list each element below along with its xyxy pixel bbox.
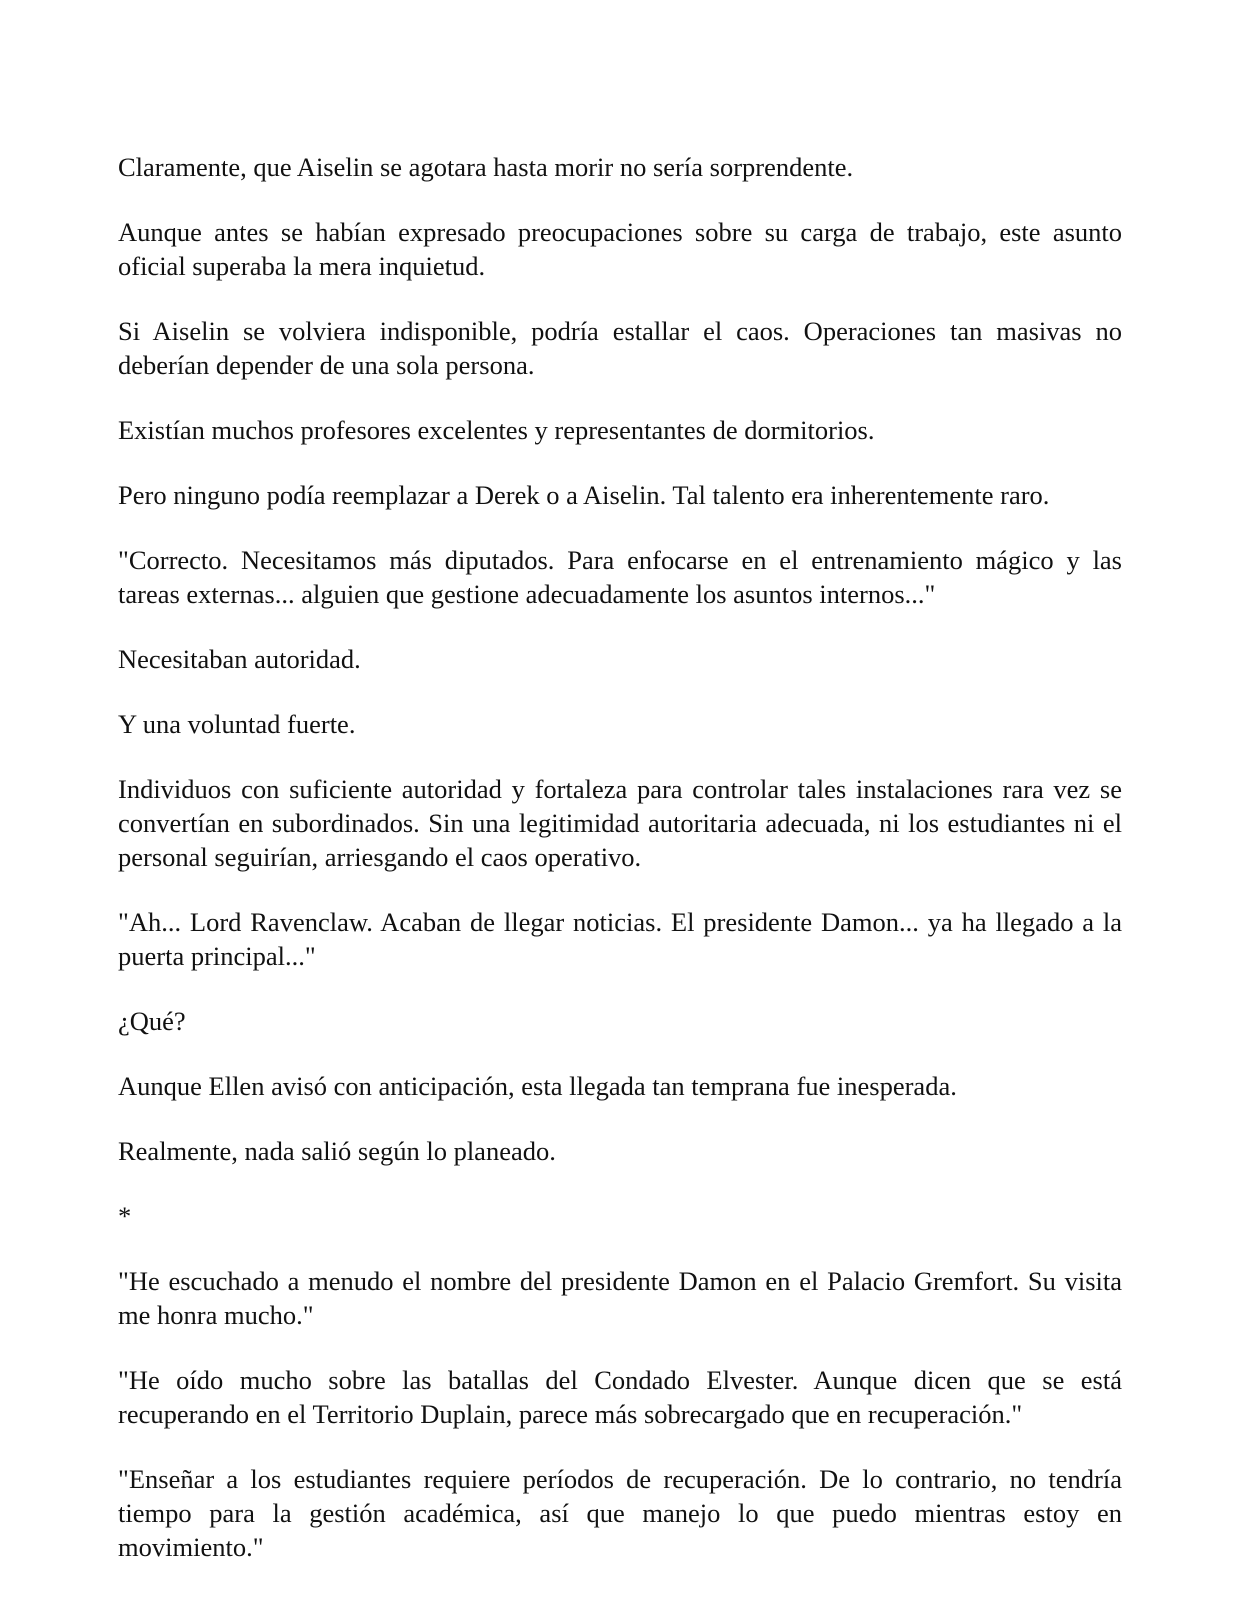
paragraph: Necesitaban autoridad. — [118, 644, 361, 674]
paragraph: Claramente, que Aiselin se agotara hasta morir no sería sorprendente. — [118, 152, 854, 182]
paragraph: "He oído mucho sobre las batallas del Condado Elvester. Aunque dicen que se está recuperando en el Territorio Duplain, parece más sobrecargado que en recuperación." — [118, 1365, 1122, 1429]
paragraph: "Enseñar a los estudiantes requiere períodos de recuperación. De lo contrario, no tendría tiempo para la gestión académica, así que manejo lo que puedo mientras estoy en movimiento." — [118, 1464, 1122, 1562]
paragraph: Si Aiselin se volviera indisponible, podría estallar el caos. Operaciones tan masivas no deberían depender de una sola persona. — [118, 316, 1122, 380]
scene-break: * — [118, 1201, 132, 1231]
document-body — [118, 150, 1122, 1595]
paragraph: Y una voluntad fuerte. — [118, 709, 356, 739]
paragraph: "Correcto. Necesitamos más diputados. Para enfocarse en el entrenamiento mágico y las tareas externas... alguien que gestione adecuadamente los asuntos internos..." — [118, 545, 1122, 609]
paragraph: "Ah... Lord Ravenclaw. Acaban de llegar noticias. El presidente Damon... ya ha llegado a la puerta principal..." — [118, 907, 1122, 971]
paragraph: ¿Qué? — [118, 1006, 186, 1036]
paragraph: "He escuchado a menudo el nombre del presidente Damon en el Palacio Gremfort. Su visita me honra mucho." — [118, 1266, 1122, 1330]
paragraph: Realmente, nada salió según lo planeado. — [118, 1136, 556, 1166]
paragraph: Existían muchos profesores excelentes y representantes de dormitorios. — [118, 415, 875, 445]
paragraph: Pero ninguno podía reemplazar a Derek o a Aiselin. Tal talento era inherentemente raro. — [118, 480, 1050, 510]
paragraph: Aunque antes se habían expresado preocupaciones sobre su carga de trabajo, este asunto oficial superaba la mera inquietud. — [118, 217, 1122, 281]
paragraph: Aunque Ellen avisó con anticipación, esta llegada tan temprana fue inesperada. — [118, 1071, 957, 1101]
paragraph: Individuos con suficiente autoridad y fortaleza para controlar tales instalaciones rara vez se convertían en subordinados. Sin una legitimidad autoritaria adecuada, ni los estudiantes ni el personal seguirían, arriesgando el caos operativo. — [118, 774, 1122, 872]
